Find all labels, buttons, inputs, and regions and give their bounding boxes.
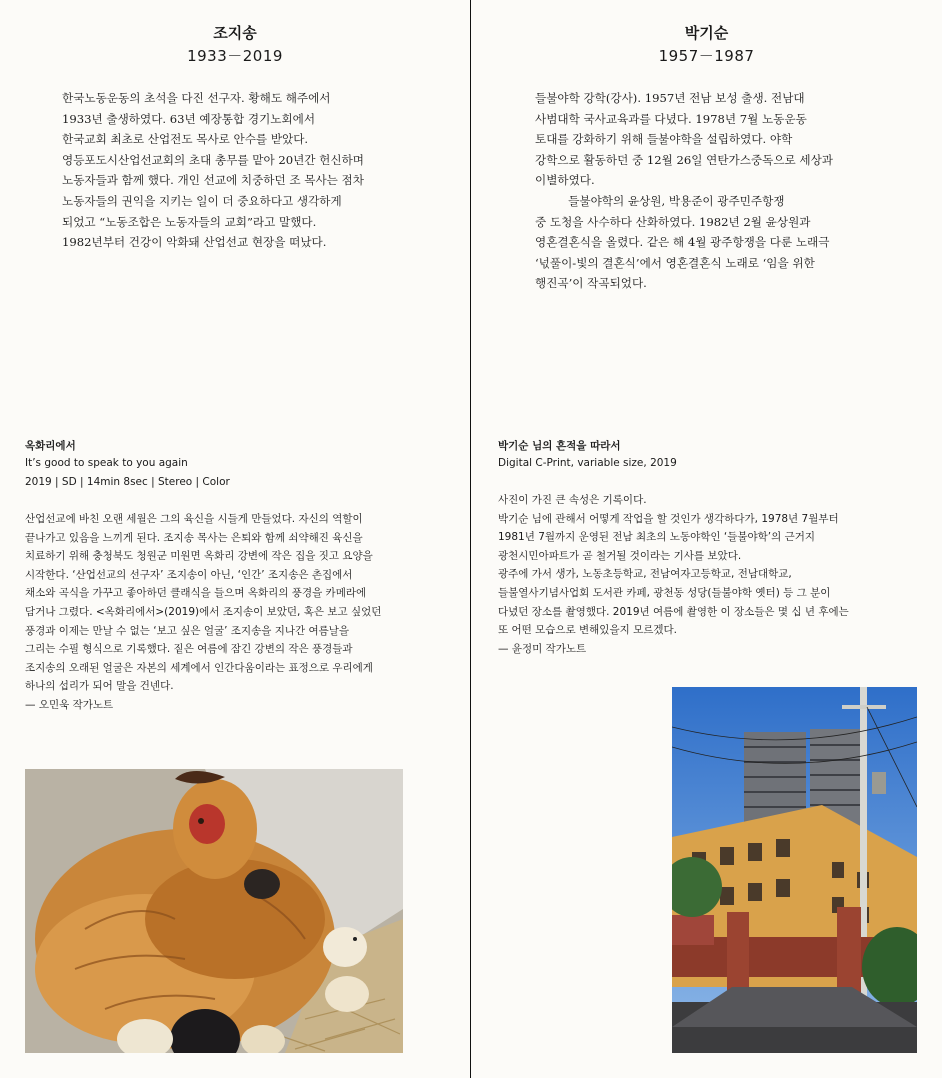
note-line: 채소와 곡식을 가꾸고 좋아하던 클래식을 들으며 옥화리의 풍경을 카메라에 — [25, 587, 367, 600]
bio-line: 중 도청을 사수하다 산화하였다. 1982년 2월 윤상원과 — [535, 214, 811, 229]
biography — [62, 88, 364, 253]
note-line: 조지송의 오래된 얼굴은 자본의 세계에서 인간다움이라는 표정으로 우리에게 — [25, 661, 373, 674]
work-subtitle: It’s good to speak to you again — [25, 457, 188, 469]
bio-line: 영등포도시산업선교회의 초대 총무를 맡아 20년간 헌신하며 — [62, 152, 364, 167]
note-line: 시작한다. ‘산업선교의 선구자’ 조지송이 아닌, ‘인간’ 조지송은 촌집에서 — [25, 568, 353, 581]
bio-line: 사범대학 국사교육과를 다녔다. 1978년 7월 노동운동 — [535, 111, 807, 126]
bio-line: 행진곡’이 작곡되었다. — [535, 276, 647, 291]
note-line: 풍경과 이제는 만날 수 없는 ‘보고 싶은 얼굴’ 조지송을 지나간 여름날을 — [25, 624, 350, 637]
work-meta: Digital C-Print, variable size, 2019 — [498, 457, 677, 469]
bio-line: 들불야학의 윤상원, 박용준이 광주민주항쟁 — [535, 193, 785, 208]
note-signature: — 오민욱 작가노트 — [25, 698, 114, 711]
artist-note — [498, 491, 849, 658]
work-title: 옥화리에서 — [25, 440, 76, 452]
bio-line: 영혼결혼식을 올렸다. 같은 해 4월 광주항쟁을 다룬 노래극 — [535, 235, 830, 250]
bio-line: 1982년부터 건강이 악화돼 산업선교 현장을 떠났다. — [62, 235, 327, 250]
person-name: 박기순 — [684, 24, 729, 42]
note-line: 치료하기 위해 충청북도 청원군 미원면 옥화리 강변에 작은 집을 짓고 요양을 — [25, 550, 373, 563]
biography — [535, 88, 833, 294]
note-line: 그리는 수필 형식으로 기록했다. 짙은 여름에 잠긴 강변의 작은 풍경들과 — [25, 643, 353, 656]
note-line: 들불열사기념사업회 도서관 카페, 광천동 성당(들불야학 옛터) 등 그 분이 — [498, 586, 831, 599]
bio-line: ‘넋풀이-빛의 결혼식’에서 영혼결혼식 노래로 ‘임을 위한 — [535, 255, 815, 270]
bio-line: 한국노동운동의 초석을 다진 선구자. 황해도 해주에서 — [62, 91, 331, 105]
artist-note — [25, 510, 381, 715]
work-meta: 2019 | SD | 14min 8sec | Stereo | Color — [25, 476, 230, 488]
note-line: 박기순 님에 관해서 어떻게 작업을 할 것인가 생각하다가, 1978년 7월부터 — [498, 512, 839, 525]
note-line: 광주에 가서 생가, 노동초등학교, 전남여자고등학교, 전남대학교, — [498, 568, 792, 581]
column-divider — [470, 0, 471, 1078]
note-line: 1981년 7월까지 운영된 전남 최초의 노동야학인 ‘들불야학’의 근거지 — [498, 531, 816, 544]
note-line: 광천시민아파트가 곧 철거될 것이라는 기사를 보았다. — [498, 549, 742, 562]
note-line: 담거나 그렸다. <옥화리에서>(2019)에서 조지송이 보았던, 혹은 보고 싶었던 — [25, 605, 382, 618]
bio-line: 강학으로 활동하던 중 12월 26일 연탄가스중독으로 세상과 — [535, 152, 834, 167]
note-line: 사진이 가진 큰 속성은 기록이다. — [498, 494, 647, 506]
bio-line: 들불야학 강학(강사). 1957년 전남 보성 출생. 전남대 — [535, 91, 805, 105]
person-years: 1957－1987 — [658, 47, 755, 65]
note-line: 끝나가고 있음을 느끼게 된다. 조지송 목사는 은퇴와 함께 쇠약해진 육신을 — [25, 531, 363, 544]
note-signature: — 윤정미 작가노트 — [498, 642, 587, 655]
hen-with-chicks-photo — [25, 769, 403, 1053]
bio-line: 이별하였다. — [535, 173, 595, 188]
bio-line: 노동자들의 권익을 지키는 일이 더 중요하다고 생각하게 — [62, 193, 342, 208]
bio-line: 1933년 출생하였다. 63년 예장통합 경기노회에서 — [62, 111, 316, 126]
note-line: 또 어떤 모습으로 변해있을지 모르겠다. — [498, 624, 677, 637]
note-line: 하나의 섭리가 되어 말을 건넨다. — [25, 680, 174, 693]
apartment-street-photo — [672, 687, 917, 1053]
bio-line: 토대를 강화하기 위해 들불야학을 설립하였다. 야학 — [535, 132, 793, 147]
bio-line: 노동자들과 함께 했다. 개인 선교에 치중하던 조 목사는 점차 — [62, 173, 364, 188]
person-name: 조지송 — [213, 24, 257, 42]
person-years: 1933－2019 — [187, 47, 283, 65]
bio-line: 한국교회 최초로 산업전도 목사로 안수를 받았다. — [62, 132, 309, 147]
bio-line: 되었고 “노동조합은 노동자들의 교회”라고 말했다. — [62, 214, 317, 229]
note-line: 다녔던 장소를 촬영했다. 2019년 여름에 촬영한 이 장소들은 몇 십 년 후에는 — [498, 605, 849, 618]
note-line: 산업선교에 바친 오랜 세월은 그의 육신을 시들게 만들었다. 자신의 역할이 — [25, 513, 363, 525]
work-title: 박기순 님의 흔적을 따라서 — [498, 440, 621, 452]
